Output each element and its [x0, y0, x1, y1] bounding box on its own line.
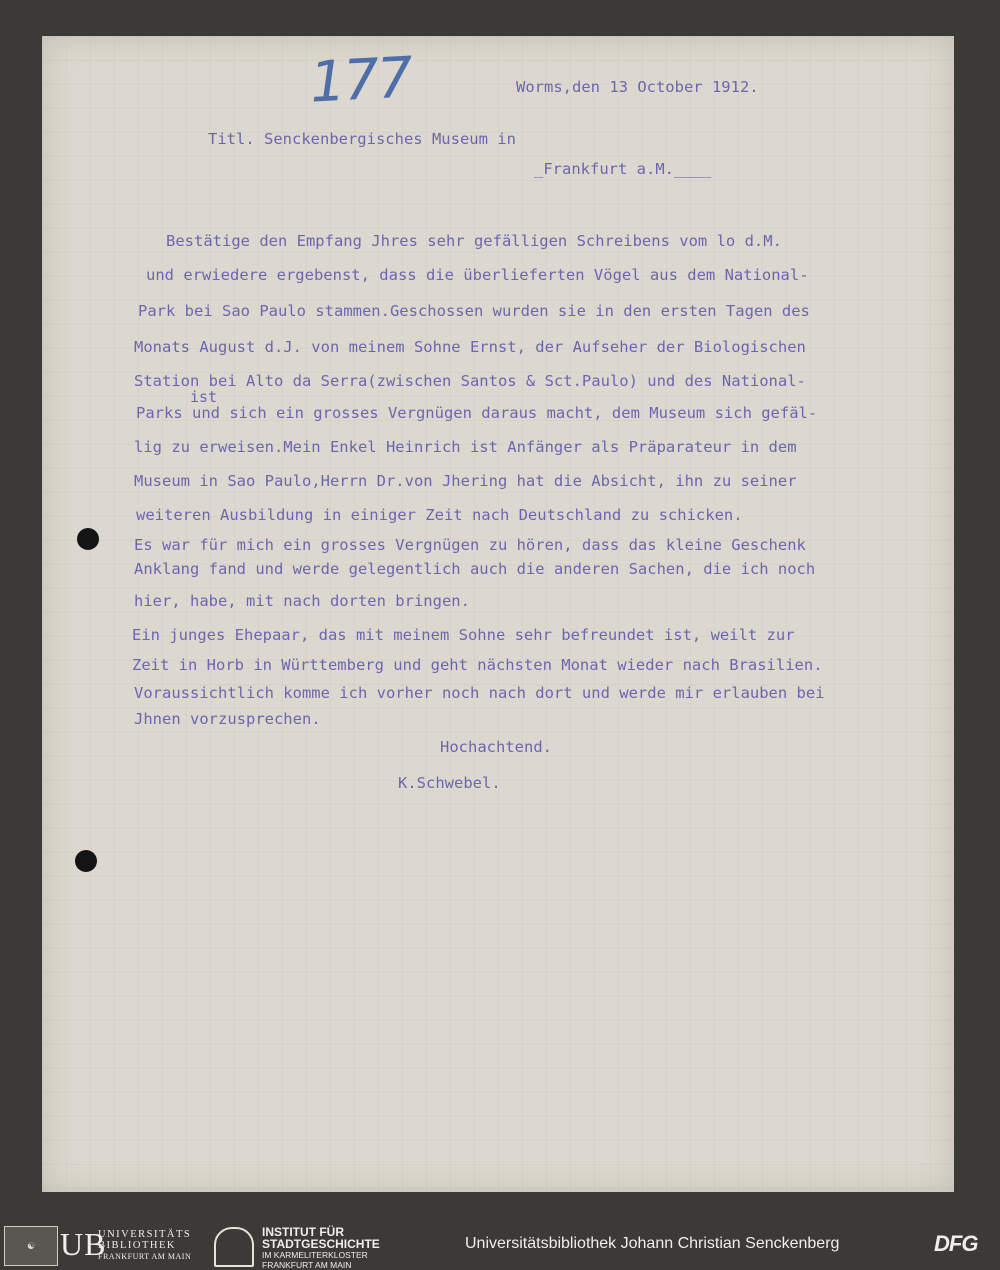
- body-line: und erwiedere ergebenst, dass die überlieferten Vögel aus dem National-: [146, 266, 809, 284]
- date-line: Worms,den 13 October 1912.: [516, 78, 759, 96]
- signature: K.Schwebel.: [398, 774, 501, 792]
- handwritten-insertion: ist: [190, 388, 218, 406]
- body-line: Ein junges Ehepaar, das mit meinem Sohne sehr befreundet ist, weilt zur: [132, 626, 795, 644]
- ub-line2: BIBLIOTHEK: [98, 1240, 176, 1251]
- isg-line2: STADTGESCHICHTE: [262, 1237, 380, 1251]
- letter-page: [42, 36, 954, 1192]
- body-line: Jhnen vorzusprechen.: [134, 710, 321, 728]
- isg-logo-text: [262, 1226, 380, 1270]
- body-line: Parks und sich ein grosses Vergnügen daraus macht, dem Museum sich gefäl-: [136, 404, 818, 422]
- isg-line1: INSTITUT FÜR: [262, 1225, 344, 1239]
- body-line: Museum in Sao Paulo,Herrn Dr.von Jhering hat die Absicht, ihn zu seiner: [134, 472, 797, 490]
- body-line: weiteren Ausbildung in einiger Zeit nach Deutschland zu schicken.: [136, 506, 743, 524]
- body-line: Monats August d.J. von meinem Sohne Ernst, der Aufseher der Biologischen: [134, 338, 806, 356]
- addressee: Titl. Senckenbergisches Museum in: [208, 130, 516, 148]
- body-line: Station bei Alto da Serra(zwischen Santos & Sct.Paulo) und des National-: [134, 372, 806, 390]
- ub-line1: UNIVERSITÄTS: [98, 1229, 192, 1240]
- punch-hole: [75, 850, 97, 872]
- body-line: Anklang fand und werde gelegentlich auch die anderen Sachen, die ich noch: [134, 560, 816, 578]
- dfg-logo: DFG: [934, 1231, 978, 1256]
- body-line: Voraussichtlich komme ich vorher noch nach dort und werde mir erlauben bei: [134, 684, 825, 702]
- body-line: Es war für mich ein grosses Vergnügen zu hören, dass das kleine Geschenk: [134, 536, 806, 554]
- ub-logo-letters: UB: [60, 1226, 107, 1262]
- punch-hole: [77, 528, 99, 550]
- body-line: Park bei Sao Paulo stammen.Geschossen wurden sie in den ersten Tagen des: [138, 302, 810, 320]
- isg-arch-icon: [214, 1227, 254, 1267]
- ub-seal-icon: ☯: [4, 1226, 58, 1266]
- city-line: _Frankfurt a.M.____: [534, 160, 712, 178]
- isg-line4: FRANKFURT AM MAIN: [262, 1260, 352, 1270]
- footer-bar: [0, 1220, 1000, 1269]
- isg-line3: IM KARMELITERKLOSTER: [262, 1250, 368, 1260]
- archive-number: 177: [308, 45, 413, 116]
- body-line: hier, habe, mit nach dorten bringen.: [134, 592, 470, 610]
- body-line: lig zu erweisen.Mein Enkel Heinrich ist Anfänger als Präparateur in dem: [134, 438, 797, 456]
- ub-logo-text: [98, 1229, 191, 1262]
- body-line: Bestätige den Empfang Jhres sehr gefälligen Schreibens vom lo d.M.: [166, 232, 782, 250]
- body-line: Zeit in Horb in Württemberg und geht nächsten Monat wieder nach Brasilien.: [132, 656, 823, 674]
- ub-line3: FRANKFURT AM MAIN: [98, 1252, 192, 1261]
- library-name: Universitätsbibliothek Johann Christian Senckenberg: [465, 1235, 840, 1252]
- closing: Hochachtend.: [440, 738, 552, 756]
